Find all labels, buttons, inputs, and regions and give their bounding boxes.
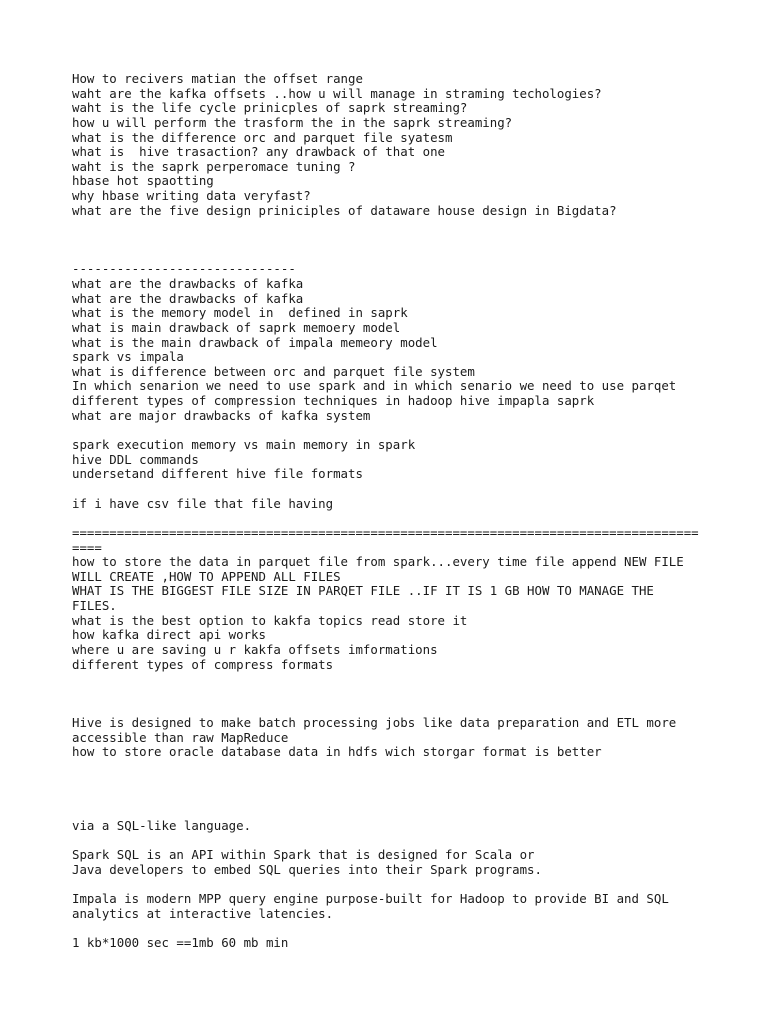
text-line: Hive is designed to make batch processing jobs like data preparation and ETL more (72, 715, 677, 731)
document-body (72, 72, 712, 950)
text-line: via a SQL-like language. (72, 817, 252, 833)
blank-line (72, 248, 712, 263)
blank-line (72, 423, 712, 438)
blank-line (72, 702, 712, 717)
text-line: waht is the life cycle prinicples of saprk streaming? (72, 100, 468, 116)
blank-line (72, 482, 712, 497)
blank-line (72, 921, 712, 936)
text-line: what are the drawbacks of kafka (72, 275, 304, 291)
text-line: waht are the kafka offsets ..how u will manage in straming techologies? (72, 85, 602, 101)
blank-line (72, 687, 712, 702)
text-line: spark vs impala (72, 349, 184, 365)
blank-line (72, 804, 712, 819)
text-line: analytics at interactive latencies. (72, 905, 334, 921)
text-line: WHAT IS THE BIGGEST FILE SIZE IN PARQET FILE ..IF IT IS 1 GB HOW TO MANAGE THE (72, 583, 654, 599)
blank-line (72, 672, 712, 687)
text-line: how kafka direct api works (72, 627, 266, 643)
text-line: what is the best option to kakfa topics read store it (72, 612, 468, 628)
separator-line: ------------------------------ (72, 261, 296, 277)
text-line: how to store oracle database data in hdfs wich storgar format is better (72, 744, 602, 760)
blank-line (72, 775, 712, 790)
text-line: how to store the data in parquet file from spark...every time file append NEW FILE (72, 554, 684, 570)
text-line: undersetand different hive file formats (72, 466, 363, 482)
text-line: what is hive trasaction? any drawback of that one (72, 144, 445, 160)
text-line: Spark SQL is an API within Spark that is designed for Scala or (72, 846, 535, 862)
blank-line (72, 789, 712, 804)
text-line: WILL CREATE ,HOW TO APPEND ALL FILES (72, 568, 341, 584)
text-line: where u are saving u r kakfa offsets imformations (72, 641, 438, 657)
text-line: different types of compression techniques in hadoop hive impapla saprk (72, 393, 595, 409)
text-line: waht is the saprk perperomace tuning ? (72, 158, 356, 174)
text-line: why hbase writing data veryfast? (72, 188, 311, 204)
blank-line (72, 233, 712, 248)
text-line: Impala is modern MPP query engine purpose-built for Hadoop to provide BI and SQL (72, 890, 669, 906)
text-line: what are the five design priniciples of dataware house design in Bigdata? (72, 202, 617, 218)
text-line: what is the memory model in defined in saprk (72, 305, 408, 321)
text-line: what are the drawbacks of kafka (72, 290, 304, 306)
text-line: what is the difference orc and parquet file syatesm (72, 129, 453, 145)
blank-line (72, 877, 712, 892)
text-line: if i have csv file that file having (72, 495, 334, 511)
text-line: different types of compress formats (72, 656, 334, 672)
blank-line (72, 218, 712, 233)
separator-line: ==================================================================================== (72, 524, 699, 540)
text-line: how u will perform the trasform the in the saprk streaming? (72, 114, 513, 130)
text-line: what is the main drawback of impala memeory model (72, 334, 438, 350)
text-line: hbase hot spaotting (72, 173, 214, 189)
text-line: what is main drawback of saprk memoery model (72, 319, 401, 335)
text-line: 1 kb*1000 sec ==1mb 60 mb min (72, 934, 289, 950)
blank-line (72, 511, 712, 526)
text-line: FILES. (72, 598, 117, 614)
blank-line (72, 833, 712, 848)
text-line: accessible than raw MapReduce (72, 729, 289, 745)
text-line: Java developers to embed SQL queries into their Spark programs. (72, 861, 542, 877)
separator-line: ==== (72, 539, 102, 555)
text-line: what are major drawbacks of kafka system (72, 407, 371, 423)
text-line: spark execution memory vs main memory in spark (72, 437, 416, 453)
text-line: what is difference between orc and parquet file system (72, 363, 475, 379)
text-line: hive DDL commands (72, 451, 199, 467)
text-line: In which senarion we need to use spark and in which senario we need to use parqet (72, 378, 677, 394)
text-line: How to recivers matian the offset range (72, 71, 363, 86)
blank-line (72, 760, 712, 775)
